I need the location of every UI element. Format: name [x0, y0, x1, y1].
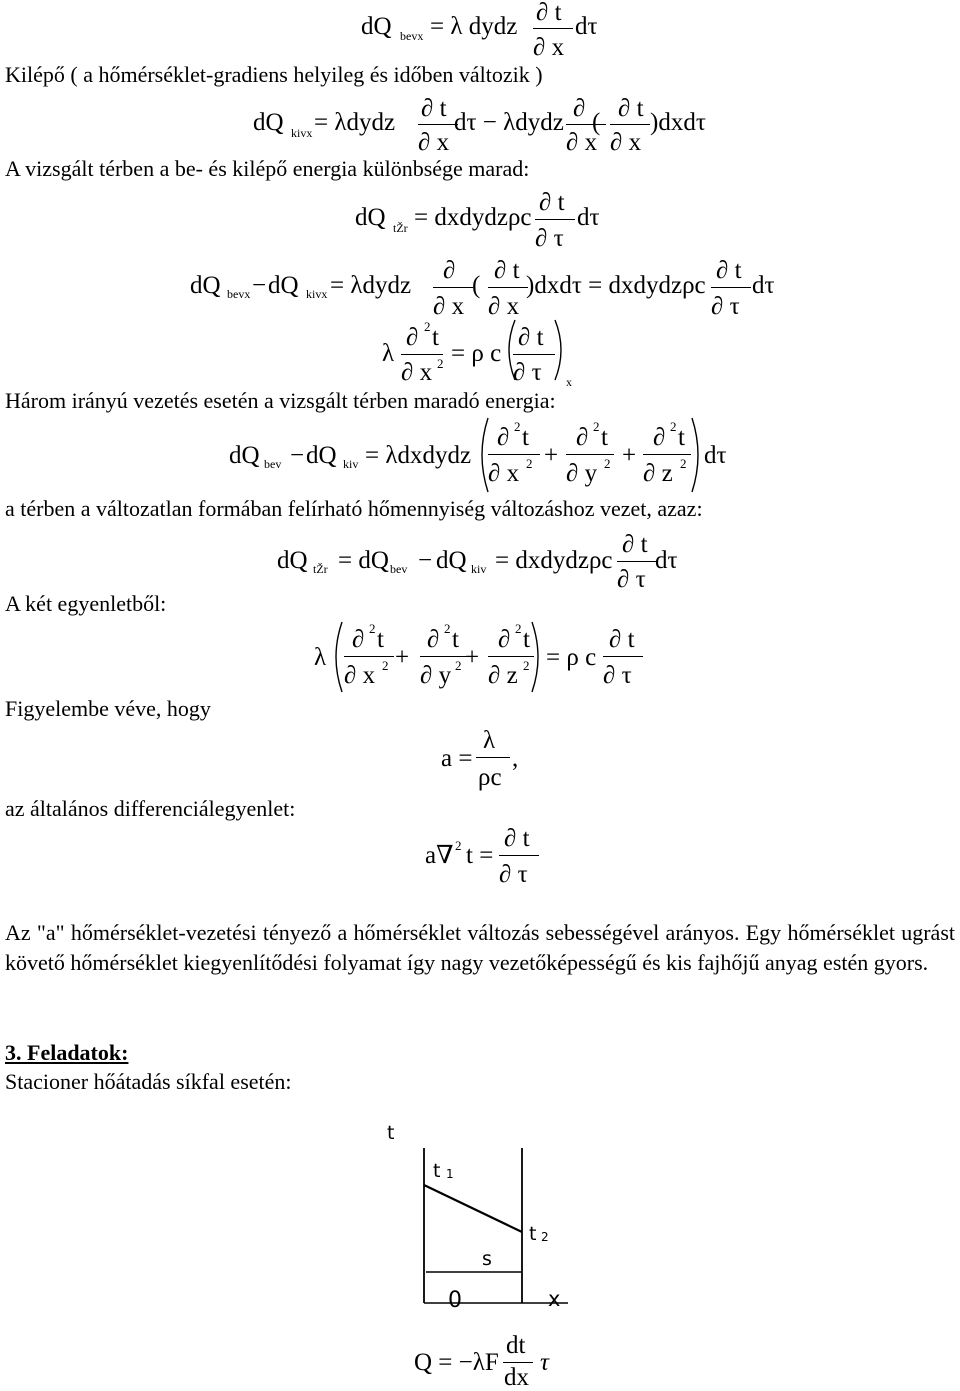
eq-denominator: ∂ y — [420, 662, 452, 689]
eq-subscript: kivx — [291, 126, 313, 140]
eq-numerator: ∂ t — [504, 825, 530, 852]
eq-denominator: ∂ τ — [513, 359, 542, 386]
eq-denominator: ∂ x — [533, 34, 565, 61]
eq-term: ( — [592, 109, 601, 136]
eq-plus: + — [395, 644, 410, 671]
eq-subscript: bevx — [400, 29, 424, 43]
eq-minus: − — [252, 272, 267, 299]
section-subheading: Stacioner hőátadás síkfal esetén: — [5, 1069, 292, 1094]
eq-denominator: ∂ x — [610, 129, 642, 156]
eq-subscript: tŽr — [313, 562, 328, 576]
eq-term: dQ — [306, 442, 337, 469]
t1-label: t — [433, 1160, 441, 1182]
eq-superscript: 2 — [670, 419, 677, 434]
eq-numerator: λ — [483, 727, 496, 754]
eq-plus: + — [465, 644, 480, 671]
eq-superscript: 2 — [593, 419, 600, 434]
eq-term: λ — [314, 644, 327, 671]
eq-superscript: 2 — [437, 356, 444, 371]
eq-numerator: ∂ — [576, 424, 589, 451]
eq-term: dτ — [577, 204, 600, 231]
eq-subscript: tŽr — [393, 221, 408, 235]
eq-numerator: ∂ — [653, 424, 666, 451]
eq-denominator: ∂ x — [488, 460, 520, 487]
eq-numerator: t — [601, 424, 608, 451]
eq-term: dτ — [655, 547, 678, 574]
eq-superscript: 2 — [424, 319, 431, 334]
eq-term: = dxdydzρc — [414, 204, 532, 231]
eq-superscript: 2 — [515, 621, 522, 636]
eq-minus: − — [290, 442, 305, 469]
text-figyelembe: Figyelembe véve, hogy — [5, 696, 211, 721]
eq-superscript: 2 — [444, 621, 451, 636]
eq-superscript: 2 — [514, 419, 521, 434]
eq-term: = dxdydzρc — [495, 547, 613, 574]
eq-numerator: ∂ — [427, 626, 440, 653]
eq-denominator: ∂ τ — [603, 662, 632, 689]
eq-subscript: bev — [390, 562, 408, 576]
eq-denominator: ∂ τ — [617, 566, 646, 593]
eq-term: a = — [441, 745, 473, 772]
eq-term: dτ — [704, 442, 727, 469]
eq-plus: + — [622, 442, 637, 469]
eq-term: )dxdτ = dxdydzρc — [526, 272, 706, 299]
eq-superscript: 2 — [680, 456, 687, 471]
eq-superscript: 2 — [369, 621, 376, 636]
eq-numerator: ∂ — [498, 626, 511, 653]
eq-term: ( — [472, 272, 481, 299]
eq-numerator: t — [678, 424, 685, 451]
eq-numerator: ∂ t — [536, 0, 562, 26]
eq-term: dτ − λdydz — [454, 109, 564, 136]
eq-term: dQ — [277, 547, 308, 574]
temperature-profile-line — [424, 1185, 522, 1232]
eq-numerator: ∂ — [497, 424, 510, 451]
eq-numerator: ∂ — [406, 324, 419, 351]
eq-term: = λdydz — [314, 109, 396, 136]
eq-term: dQ — [229, 442, 260, 469]
eq-numerator: ∂ t — [421, 95, 447, 122]
eq-numerator: ∂ t — [609, 626, 635, 653]
eq-numerator: ∂ — [573, 95, 586, 122]
eq-denominator: dx — [504, 1364, 529, 1391]
eq-term: dQ — [253, 109, 284, 136]
text-harom: Három irányú vezetés esetén a vizsgált térben maradó energia: — [5, 388, 556, 413]
eq-numerator: ∂ t — [539, 189, 565, 216]
eq-term: λ — [382, 340, 395, 367]
eq-term: τ — [540, 1349, 549, 1376]
eq-denominator: ∂ τ — [535, 225, 564, 252]
eq-term: a∇ — [425, 842, 454, 869]
eq-term: )dxdτ — [650, 109, 706, 136]
section-heading: 3. Feladatok: — [5, 1040, 129, 1065]
eq-denominator: ∂ y — [566, 460, 598, 487]
eq-superscript: 2 — [526, 456, 533, 471]
eq-term: = dQ — [338, 547, 389, 574]
eq-numerator: t — [452, 626, 459, 653]
eq-superscript: 2 — [455, 838, 462, 853]
eq-superscript: 2 — [604, 456, 611, 471]
eq-denominator: ∂ z — [488, 662, 518, 689]
eq-denominator: ∂ x — [344, 662, 376, 689]
x-axis-label: x — [548, 1287, 561, 1311]
eq-numerator: t — [377, 626, 384, 653]
eq-plus: + — [544, 442, 559, 469]
eq-numerator: t — [432, 324, 439, 351]
t2-subscript: 2 — [541, 1230, 549, 1244]
eq-denominator: ∂ x — [401, 359, 433, 386]
eq-numerator: ∂ t — [716, 257, 742, 284]
eq-subscript: kiv — [343, 457, 359, 471]
eq-denominator: ∂ τ — [499, 861, 528, 888]
eq-term: dτ — [575, 13, 598, 40]
eq-subscript: kiv — [471, 562, 487, 576]
eq-term: t = — [466, 842, 494, 869]
text-ket: A két egyenletből: — [5, 591, 167, 616]
eq-denominator: ρc — [478, 764, 502, 791]
eq-term: = λ dydz — [430, 13, 518, 40]
eq-numerator: ∂ t — [518, 324, 544, 351]
paragraph-a-coefficient: Az "a" hőmérséklet-vezetési tényező a hőmérséklet változás sebességével arányos. Egy hőmérséklet ugrást követő hőmérséklet kiegyenlítődési folyamat így nagy vezetőképességű és kis fajhőjű anyag estén gyors. — [5, 920, 955, 975]
eq-denominator: ∂ z — [643, 460, 673, 487]
eq-numerator: t — [523, 626, 530, 653]
eq-term: dτ — [752, 272, 775, 299]
eq-subscript: kivx — [306, 287, 328, 301]
eq-numerator: ∂ — [443, 257, 456, 284]
eq-denominator: ∂ x — [433, 293, 465, 320]
eq-term: Q = −λF — [414, 1349, 499, 1376]
eq-term: = ρ c — [451, 340, 502, 367]
eq-term: = ρ c — [546, 644, 597, 671]
eq-term: dQ — [190, 272, 221, 299]
text-altalanos: az általános differenciálegyenlet: — [5, 796, 296, 821]
eq-denominator: ∂ x — [566, 129, 598, 156]
text-formaban: a térben a változatlan formában felírható hőmennyiség változáshoz vezet, azaz: — [5, 496, 703, 521]
eq-term: dQ — [268, 272, 299, 299]
eq-numerator: ∂ — [352, 626, 365, 653]
eq-term: = λdydz — [330, 272, 412, 299]
thickness-s-label: s — [482, 1248, 492, 1270]
t2-label: t — [529, 1223, 537, 1245]
text-kilepo: Kilépő ( a hőmérséklet-gradiens helyileg és időben változik ) — [5, 62, 543, 87]
eq-superscript: 2 — [455, 658, 462, 673]
eq-term: dQ — [355, 204, 386, 231]
t-axis-label: t — [387, 1122, 395, 1144]
eq-numerator: ∂ t — [622, 531, 648, 558]
eq-superscript: 2 — [523, 658, 530, 673]
eq-term: dQ — [361, 13, 392, 40]
eq-subscript: bev — [264, 457, 282, 471]
eq-denominator: ∂ τ — [711, 293, 740, 320]
eq-minus: − — [418, 547, 433, 574]
eq-term: , — [512, 745, 519, 772]
eq-numerator: ∂ t — [494, 257, 520, 284]
eq-superscript: 2 — [382, 658, 389, 673]
eq-numerator: t — [522, 424, 529, 451]
eq-numerator: dt — [506, 1332, 526, 1359]
eq-subscript: bevx — [227, 287, 251, 301]
eq-denominator: ∂ x — [418, 129, 450, 156]
eq-term: = λdxdydz — [365, 442, 472, 469]
origin-zero-label: 0 — [448, 1288, 462, 1313]
t1-subscript: 1 — [446, 1167, 454, 1181]
text-kulonbseg: A vizsgált térben a be- és kilépő energia különbsége marad: — [5, 156, 530, 181]
eq-term: dQ — [436, 547, 467, 574]
eq-subscript: x — [566, 375, 572, 389]
eq-numerator: ∂ t — [618, 95, 644, 122]
eq-denominator: ∂ x — [488, 293, 520, 320]
